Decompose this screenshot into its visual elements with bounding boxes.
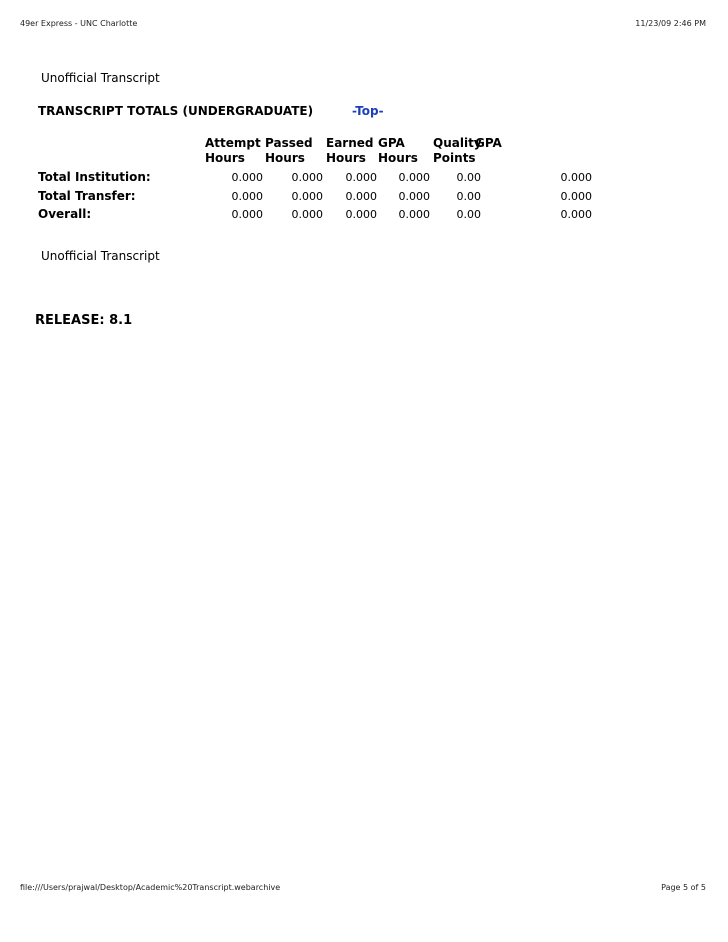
table-cell: 0.000 — [345, 190, 377, 203]
column-header: Hours — [265, 151, 305, 165]
column-header: GPA — [378, 136, 405, 150]
column-header: Attempt — [205, 136, 261, 150]
footer-page-number: Page 5 of 5 — [661, 883, 706, 892]
table-cell: 0.000 — [291, 190, 323, 203]
page-header-datetime: 11/23/09 2:46 PM — [635, 19, 706, 28]
row-label: Total Institution: — [38, 170, 151, 184]
table-cell: 0.000 — [560, 190, 592, 203]
table-cell: 0.000 — [560, 208, 592, 221]
column-header: Hours — [378, 151, 418, 165]
section-title: TRANSCRIPT TOTALS (UNDERGRADUATE) — [38, 104, 314, 118]
release-label: RELEASE: 8.1 — [35, 313, 133, 328]
column-header: Points — [433, 151, 476, 165]
unofficial-transcript-label: Unofficial Transcript — [41, 71, 160, 85]
table-cell: 0.00 — [456, 171, 481, 184]
column-header: Passed — [265, 136, 313, 150]
table-cell: 0.000 — [398, 208, 430, 221]
table-cell: 0.000 — [231, 190, 263, 203]
column-header: Quality — [433, 136, 482, 150]
table-cell: 0.000 — [231, 208, 263, 221]
column-header: Hours — [205, 151, 245, 165]
table-cell: 0.00 — [456, 208, 481, 221]
table-cell: 0.000 — [291, 208, 323, 221]
top-link[interactable]: -Top- — [352, 104, 384, 118]
table-cell: 0.000 — [398, 190, 430, 203]
table-cell: 0.000 — [398, 171, 430, 184]
column-header: GPA — [475, 136, 502, 150]
table-cell: 0.000 — [560, 171, 592, 184]
table-cell: 0.00 — [456, 190, 481, 203]
column-header: Earned — [326, 136, 374, 150]
unofficial-transcript-label: Unofficial Transcript — [41, 249, 160, 263]
row-label: Total Transfer: — [38, 189, 136, 203]
table-cell: 0.000 — [231, 171, 263, 184]
footer-file-path: file:///Users/prajwal/Desktop/Academic%20Transcript.webarchive — [20, 883, 281, 892]
row-label: Overall: — [38, 207, 92, 221]
page-header-title: 49er Express - UNC Charlotte — [20, 19, 138, 28]
table-cell: 0.000 — [291, 171, 323, 184]
column-header: Hours — [326, 151, 366, 165]
table-cell: 0.000 — [345, 171, 377, 184]
table-cell: 0.000 — [345, 208, 377, 221]
